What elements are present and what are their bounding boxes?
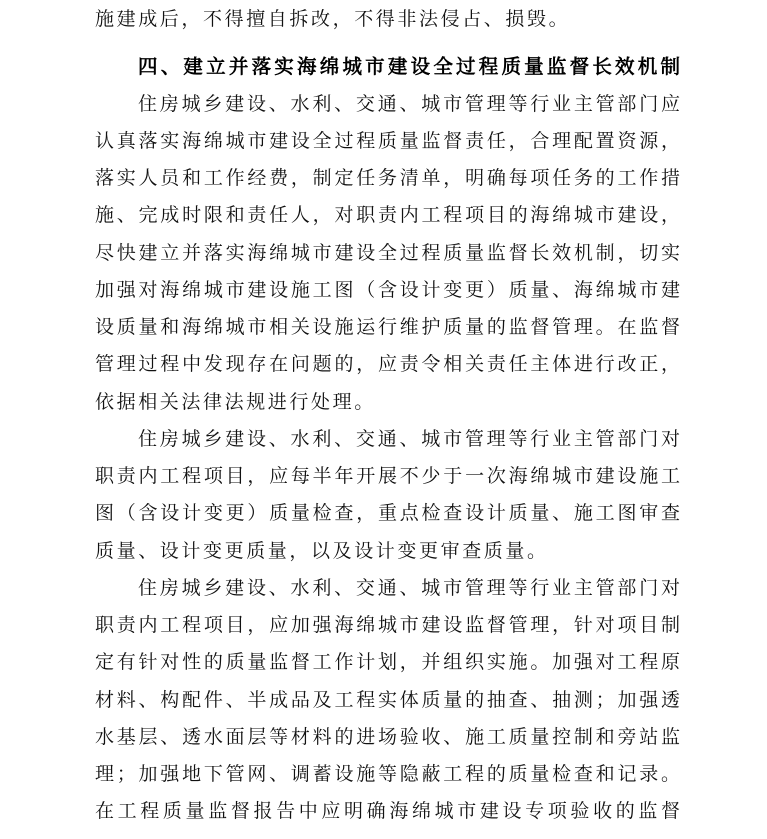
- text-line: 水基层、透水面层等材料的进场验收、施工质量控制和旁站监: [95, 725, 680, 748]
- text-line: 图（含设计变更）质量检查，重点检查设计质量、施工图审查: [95, 502, 680, 525]
- text-line: 施、完成时限和责任人，对职责内工程项目的海绵城市建设，: [95, 204, 680, 227]
- text-line: 认真落实海绵城市建设全过程质量监督责任，合理配置资源，: [95, 129, 680, 152]
- text-line: 质量、设计变更质量，以及设计变更审查质量。: [95, 539, 549, 562]
- previous-paragraph-end-line: 施建成后，不得擅自拆改，不得非法侵占、损毁。: [95, 8, 571, 31]
- paragraph-1: [0, 86, 767, 421]
- text-line: 理；加强地下管网、调蓄设施等隐蔽工程的质量检查和记录。: [95, 763, 680, 786]
- text-line: 定有针对性的质量监督工作计划，并组织实施。加强对工程原: [95, 651, 680, 674]
- text-line: 住房城乡建设、水利、交通、城市管理等行业主管部门对: [138, 576, 680, 599]
- text-line: 职责内工程项目，应每半年开展不少于一次海绵城市建设施工: [95, 465, 680, 488]
- text-line: 材料、构配件、半成品及工程实体质量的抽查、抽测；加强透: [95, 688, 680, 711]
- text-line: 设质量和海绵城市相关设施运行维护质量的监督管理。在监督: [95, 316, 680, 339]
- paragraph-3: [0, 570, 767, 831]
- text-line: 住房城乡建设、水利、交通、城市管理等行业主管部门对: [138, 427, 680, 450]
- paragraph-2: [0, 421, 767, 570]
- text-line: 尽快建立并落实海绵城市建设全过程质量监督长效机制，切实: [95, 241, 680, 264]
- text-line: 职责内工程项目，应加强海绵城市建设监督管理，针对项目制: [95, 614, 680, 637]
- text-line: 住房城乡建设、水利、交通、城市管理等行业主管部门应: [138, 92, 680, 115]
- text-line: 落实人员和工作经费，制定任务清单，明确每项任务的工作措: [95, 167, 680, 190]
- section-heading: 四、建立并落实海绵城市建设全过程质量监督长效机制: [138, 55, 680, 79]
- document-body: [0, 48, 767, 830]
- text-line: 加强对海绵城市建设施工图（含设计变更）质量、海绵城市建: [95, 278, 680, 301]
- text-line: 管理过程中发现存在问题的，应责令相关责任主体进行改正，: [95, 353, 680, 376]
- text-line: 在工程质量监督报告中应明确海绵城市建设专项验收的监督: [95, 800, 680, 823]
- text-line: 依据相关法律法规进行处理。: [95, 390, 376, 413]
